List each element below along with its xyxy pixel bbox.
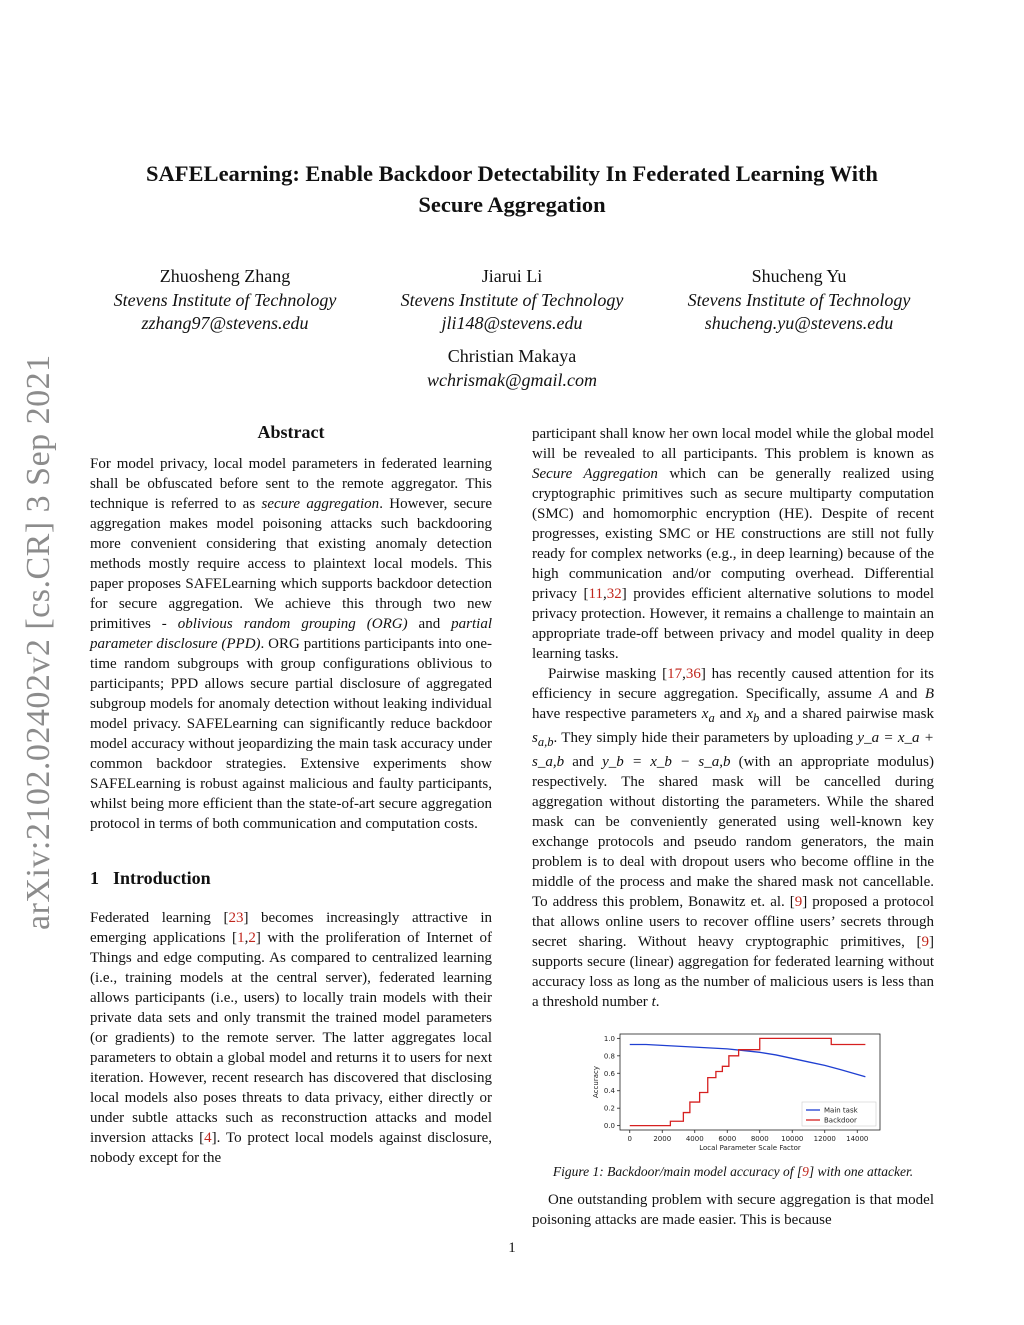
arxiv-identifier-stamp: arXiv:2102.02402v2 [cs.CR] 3 Sep 2021 (20, 354, 57, 930)
equation: y_a = x_a + s_a,b (532, 730, 934, 770)
author-affiliation: Stevens Institute of Technology (400, 289, 624, 310)
x-tick-label: 10000 (781, 1135, 804, 1143)
author-name: Christian Makaya (447, 346, 577, 366)
citation-link[interactable]: 9 (802, 1164, 809, 1179)
paragraph: participant shall know her own local model while the global model will be revealed to all participants. This problem is known as Secure Aggregation which can be generally realized using cryptographic primitives such as secure multiparty computation (SMC) and homomorphic encryption (HE). Despite of recent progresses, existing SMC or HE constructions are still not fully ready for complex networks (e.g., in deep learning) because of the high communication and/or computing overhead. Differential privacy [11,32] provides efficient alternative solutions to model privacy protection. However, it remains a challenge to maintain an appropriate trade-off between privacy and model quality in deep learning tasks. (532, 426, 934, 662)
accuracy-chart (532, 1030, 934, 1152)
x-tick-label: 8000 (750, 1135, 769, 1143)
citation-link[interactable]: 2 (248, 930, 256, 946)
abstract-heading: Abstract (257, 422, 325, 442)
page-number: 1 (508, 1240, 516, 1256)
x-tick-label: 0 (627, 1135, 632, 1143)
x-tick-label: 6000 (718, 1135, 737, 1143)
y-axis-label: Accuracy (592, 1066, 600, 1098)
author-email[interactable]: shucheng.yu@stevens.edu (704, 313, 894, 333)
y-tick-label: 0.0 (603, 1122, 615, 1131)
citation-link[interactable]: 1 (237, 930, 245, 946)
author-email[interactable]: jli148@stevens.edu (441, 313, 583, 333)
author-block (75, 265, 375, 336)
author-email[interactable]: zzhang97@stevens.edu (141, 313, 309, 333)
author-block (649, 265, 949, 336)
x-tick-label: 4000 (685, 1135, 704, 1143)
citation-link[interactable]: 9 (794, 894, 803, 910)
section-title: Introduction (113, 868, 211, 888)
y-tick-label: 0.6 (603, 1069, 615, 1078)
paragraph: Pairwise masking [17,36] has recently caused attention for its efficiency in secure aggregation. Specifically, assume A and B have respective parameters $x_a$ and $x_b$ and a shared pairwise mask $s_{a,b}$. They simply hide their parameters by uploading y_a = x_a + s_a,b and y_b = x_b − s_a,b (with an appropriate modulus) respectively. The shared mask will be cancelled during aggregation without distorting the parameters. While the shared mask can be conveniently generated using well-known key exchange protocols and pseudo random generators, the main problem is to deal with dropout users who become offline in the middle of the process and make the shared mask not cancellable. To address this problem, Bonawitz et. al. [9] proposed a protocol that allows online users to recover offline users’ secrets through secret sharing. Without heavy cryptographic primitives, [9] supports secure (linear) aggregation for federated learning without accuracy loss as long as the number of malicious users is less than a threshold number t. (532, 666, 934, 1010)
left-column (90, 422, 492, 1168)
section-heading-introduction (90, 868, 492, 888)
citation-link[interactable]: 17 (667, 666, 683, 682)
author-email[interactable]: wchrismak@gmail.com (426, 369, 598, 390)
legend-label: Backdoor (824, 1116, 857, 1125)
paper-title (100, 158, 924, 220)
author-name: Shucheng Yu (751, 266, 847, 286)
citation-link[interactable]: 23 (228, 910, 244, 926)
section-number: 1 (90, 868, 99, 888)
y-tick-label: 0.4 (603, 1087, 615, 1096)
citation-link[interactable]: 32 (606, 586, 622, 602)
author-block (362, 345, 662, 392)
x-tick-label: 2000 (653, 1135, 672, 1143)
author-affiliation: Stevens Institute of Technology (113, 289, 337, 310)
equation: y_b = x_b − s_a,b (602, 754, 731, 770)
x-tick-label: 14000 (846, 1135, 869, 1143)
y-tick-label: 1.0 (603, 1034, 615, 1043)
legend-label: Main task (824, 1106, 858, 1115)
figure-1 (532, 1030, 934, 1182)
citation-link[interactable]: 36 (685, 666, 701, 682)
author-affiliation: Stevens Institute of Technology (687, 289, 911, 310)
author-name: Zhuosheng Zhang (159, 266, 291, 286)
title-line-2: Secure Aggregation (418, 192, 606, 217)
citation-link[interactable]: 4 (204, 1130, 212, 1146)
y-tick-label: 0.8 (603, 1052, 615, 1061)
y-tick-label: 0.2 (603, 1104, 615, 1113)
intro-paragraph: Federated learning [23] becomes increasingly attractive in emerging applications [1,2] with the proliferation of Internet of Things and edge computing. As compared to centralized learning (i.e., training models at the central server), federated learning allows participants (i.e., users) to locally train models with their private data sets and only transmit the trained model parameters (or gradients) to the remote server. The latter aggregates local parameters to obtain a global model and returns it to users for next iteration. However, recent research has discovered that disclosing local models also poses threats to data privacy, either directly or under subtle attacks such as reconstruction attacks and model inversion attacks [4]. To protect local models against disclosure, nobody except for the (90, 910, 492, 1166)
x-tick-label: 12000 (813, 1135, 836, 1143)
author-block (362, 265, 662, 336)
title-line-1: SAFELearning: Enable Backdoor Detectability In Federated Learning With (146, 161, 878, 186)
figure-caption: Figure 1: Backdoor/main model accuracy of [9] with one attacker. (552, 1164, 914, 1179)
x-axis-label: Local Parameter Scale Factor (699, 1144, 801, 1152)
citation-link[interactable]: 9 (921, 934, 929, 950)
citation-link[interactable]: 11 (588, 586, 603, 602)
abstract-paragraph: For model privacy, local model parameters in federated learning shall be obfuscated before sent to the remote aggregator. This technique is referred to as secure aggregation. However, secure aggregation makes model poisoning attacks such backdooring more convenient considering that existing anomaly detection methods mostly require access to plaintext local models. This paper proposes SAFELearning which supports backdoor detection for secure aggregation. We achieve this through two new primitives - oblivious random grouping (ORG) and partial parameter disclosure (PPD). ORG partitions participants into one-time random subgroups with group configurations oblivious to participants; PPD allows secure partial disclosure of aggregated subgroup models for anomaly detection without leaking individual model privacy. SAFELearning can significantly reduce backdoor model accuracy without jeopardizing the main task accuracy under common backdoor strategies. Extensive experiments show SAFELearning is robust against malicious and faulty participants, whilst being more efficient than the state-of-art secure aggregation protocol in terms of both communication and computation costs. (90, 456, 493, 832)
paragraph: One outstanding problem with secure aggregation is that model poisoning attacks are made easier. This is because (532, 1192, 934, 1228)
right-column (532, 424, 934, 1230)
author-name: Jiarui Li (481, 266, 543, 286)
